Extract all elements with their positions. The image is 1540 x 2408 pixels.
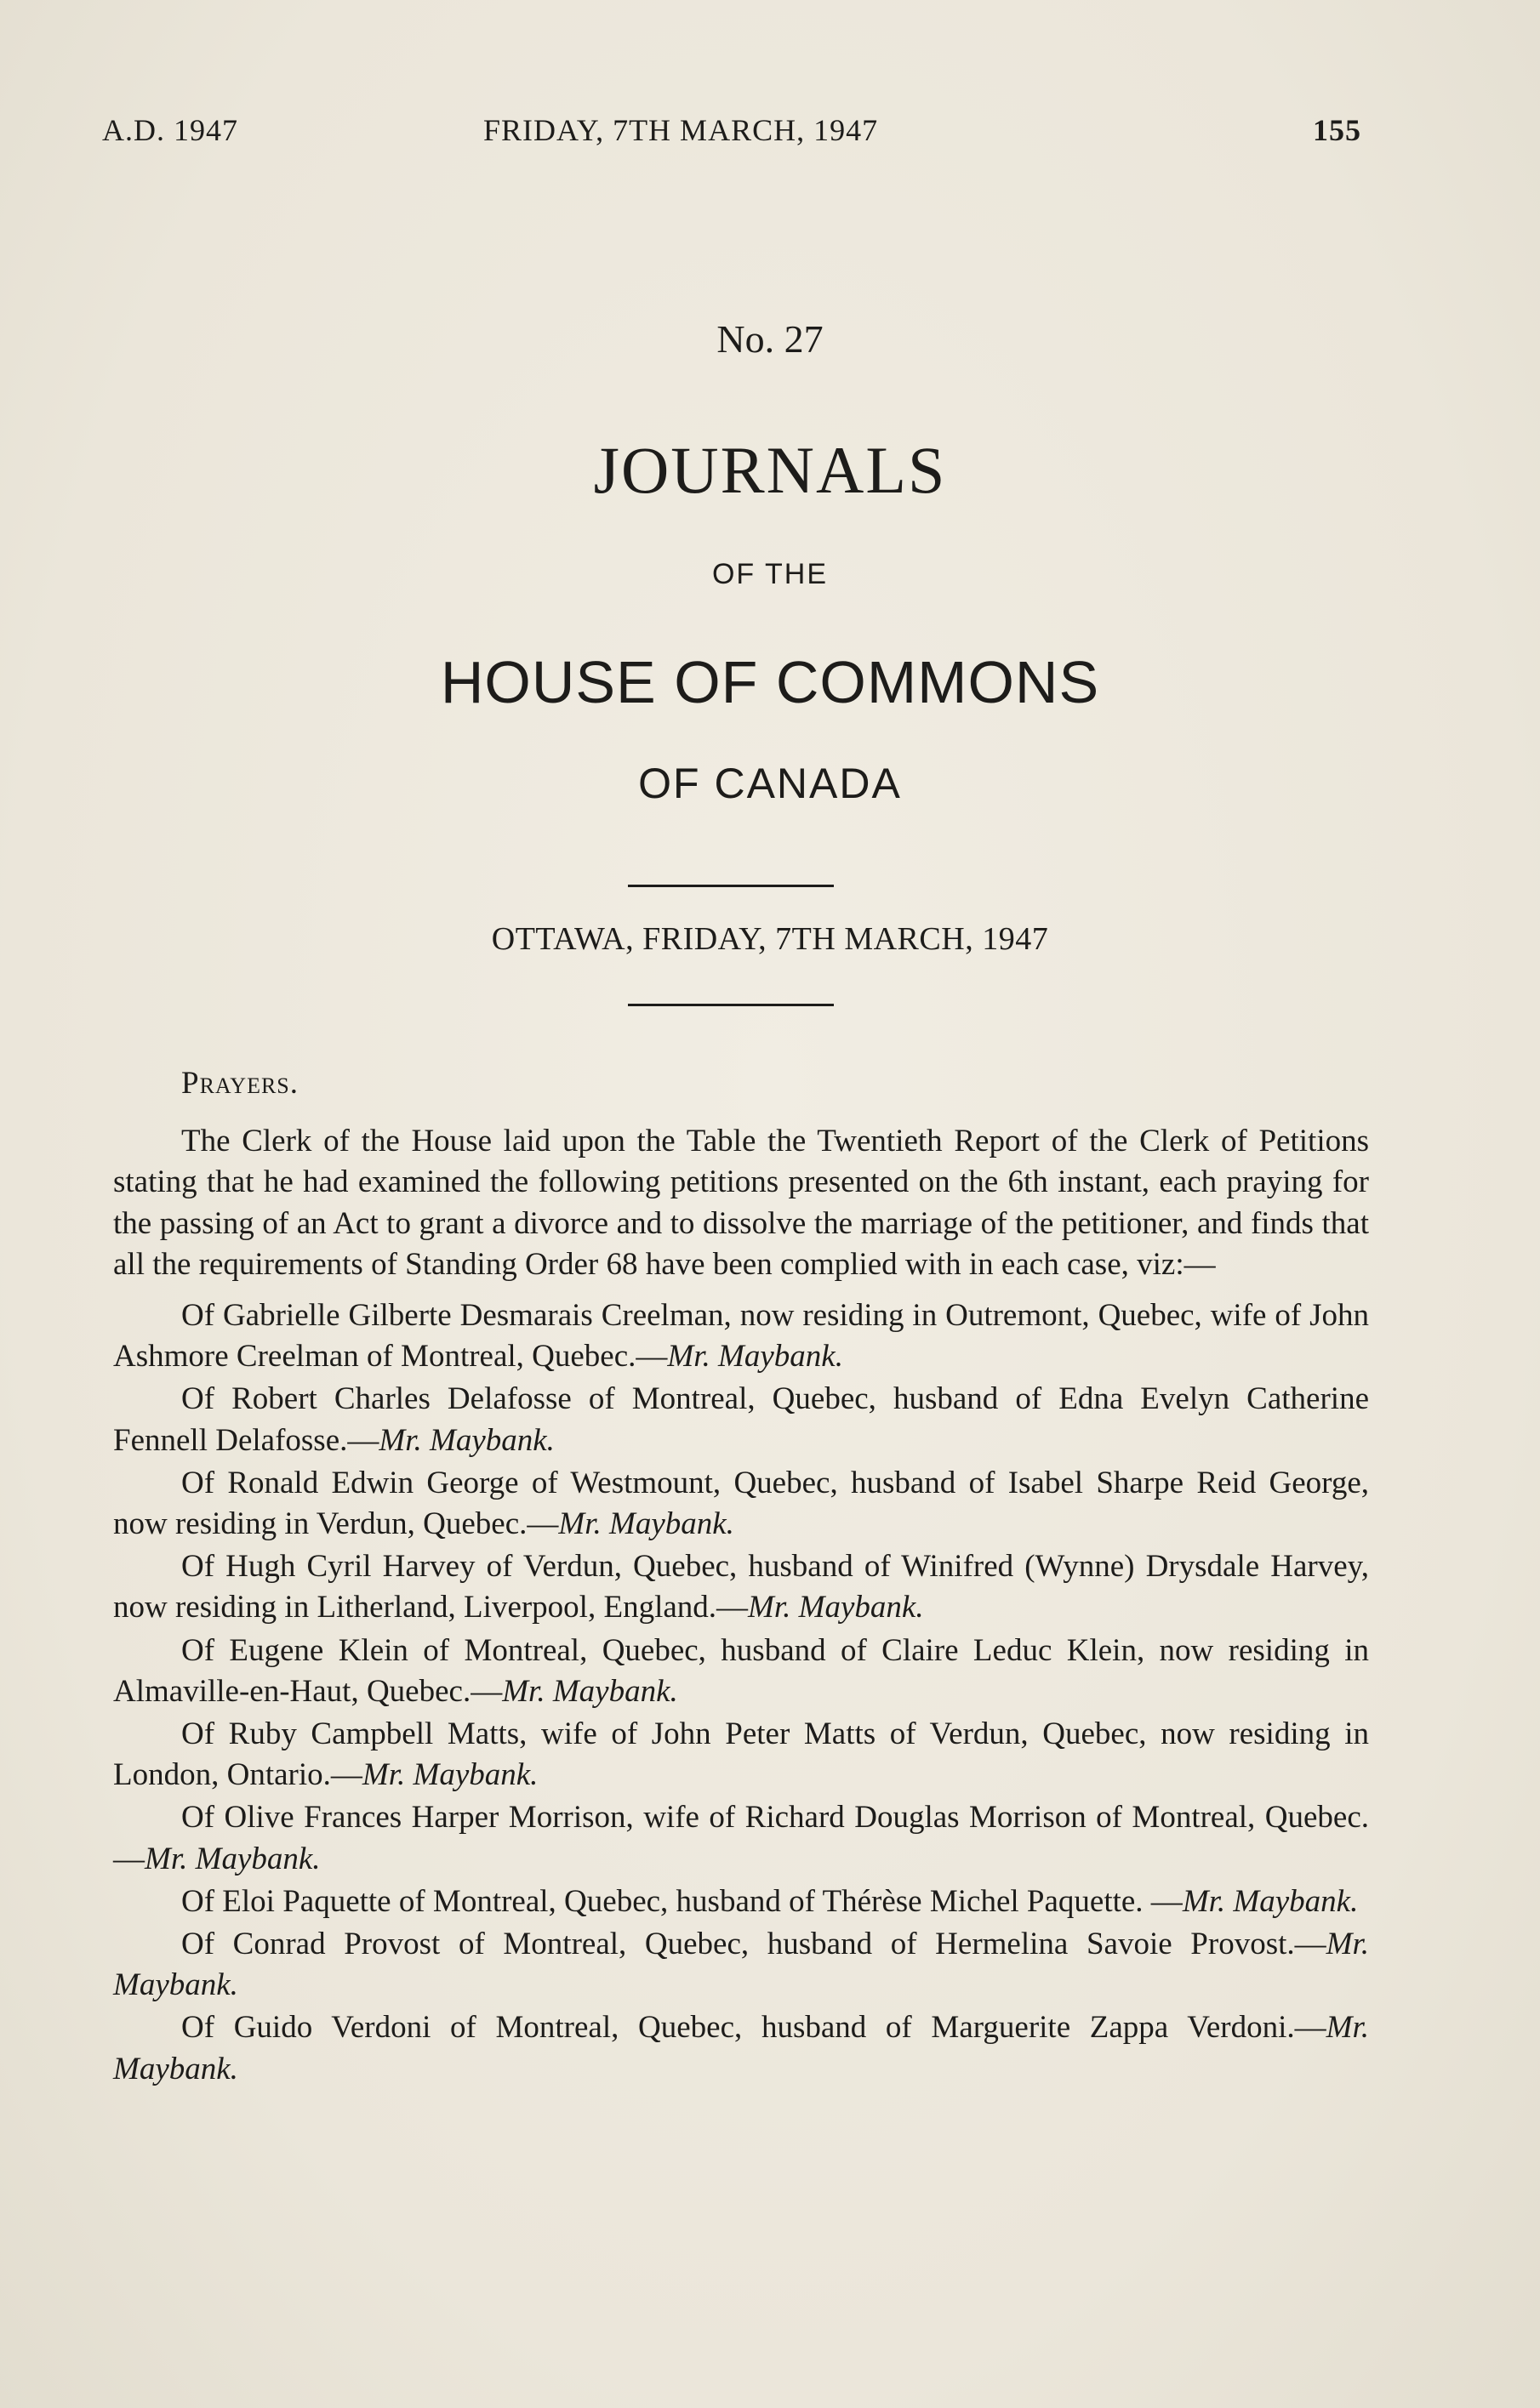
proceedings-body <box>113 1063 1369 2092</box>
petition-text: Of Ruby Campbell Matts, wife of John Peter Matts of Verdun, Quebec, now residing in London, Ontario.— <box>113 1716 1369 1793</box>
running-head-date: FRIDAY, 7TH MARCH, 1947 <box>483 113 879 147</box>
page-number: 155 <box>1313 113 1361 147</box>
petition-sponsor: Mr. Maybank. <box>558 1506 734 1542</box>
petition-text: Of Eugene Klein of Montreal, Quebec, husband of Claire Leduc Klein, now residing in Almaville-en-Haut, Quebec.— <box>113 1632 1369 1709</box>
petition-sponsor: Mr. Maybank. <box>113 2010 1369 2086</box>
petition-sponsor: Mr. Maybank. <box>502 1673 678 1709</box>
clerk-report-paragraph: The Clerk of the House laid upon the Table the Twentieth Report of the Clerk of Petitions stating that he had examined the following petitions presented on the 6th instant, each praying for the passing of an Act to grant a divorce and to dissolve the marriage of the petitioner, and finds that all the requirements of Standing Order 68 have been complied with in each case, viz:— <box>113 1124 1369 1282</box>
petition-text: Of Eloi Paquette of Montreal, Quebec, husband of Thérèse Michel Paquette. — <box>181 1883 1183 1919</box>
petition-paragraph <box>113 1797 1369 1879</box>
title-journals: JOURNALS <box>593 433 947 507</box>
petition-text: Of Hugh Cyril Harvey of Verdun, Quebec, husband of Winifred (Wynne) Drysdale Harvey, now residing in Litherland, Liverpool, England.— <box>113 1549 1369 1625</box>
issue-number: No. 27 <box>716 317 824 361</box>
petition-paragraph <box>113 1463 1369 1545</box>
running-head <box>102 112 1361 155</box>
petition-paragraph <box>113 1631 1369 1712</box>
running-head-year: A.D. 1947 <box>102 113 238 147</box>
dateline: OTTAWA, FRIDAY, 7TH MARCH, 1947 <box>491 921 1049 957</box>
title-rule-bottom <box>628 1004 834 1006</box>
petition-sponsor: Mr. Maybank. <box>145 1841 321 1876</box>
petition-paragraph <box>113 1881 1369 1922</box>
title-rule-top <box>628 885 834 887</box>
petition-paragraph <box>113 1379 1369 1460</box>
petition-sponsor: Mr. Maybank. <box>379 1422 555 1458</box>
title-house-of-commons: HOUSE OF COMMONS <box>440 649 1100 715</box>
petition-paragraph <box>113 1924 1369 2006</box>
title-of-the: OF THE <box>711 558 829 590</box>
petition-paragraph <box>113 1295 1369 1377</box>
prayers-heading: Prayers. <box>181 1066 299 1101</box>
petition-paragraph <box>113 1714 1369 1796</box>
title-of-canada: OF CANADA <box>638 760 902 807</box>
petition-list <box>113 1295 1369 2090</box>
petition-sponsor: Mr. Maybank. <box>1182 1883 1359 1919</box>
petition-paragraph <box>113 1546 1369 1628</box>
petition-paragraph <box>113 2007 1369 2089</box>
petition-text: Of Gabrielle Gilberte Desmarais Creelman, now residing in Outremont, Quebec, wife of John Ashmore Creelman of Montreal, Quebec.— <box>113 1298 1369 1375</box>
petition-text: Of Olive Frances Harper Morrison, wife of Richard Douglas Morrison of Montreal, Quebec.— <box>113 1800 1369 1876</box>
petition-sponsor: Mr. Maybank. <box>113 1927 1369 2003</box>
petition-text: Of Guido Verdoni of Montreal, Quebec, husband of Marguerite Zappa Verdoni.— <box>181 2010 1326 2046</box>
petition-text: Of Conrad Provost of Montreal, Quebec, husband of Hermelina Savoie Provost.— <box>181 1927 1326 1962</box>
petition-sponsor: Mr. Maybank. <box>667 1339 843 1375</box>
petition-text: Of Robert Charles Delafosse of Montreal, Quebec, husband of Edna Evelyn Catherine Fennell Delafosse.— <box>113 1381 1369 1458</box>
petition-sponsor: Mr. Maybank. <box>362 1757 539 1793</box>
petition-sponsor: Mr. Maybank. <box>748 1590 924 1625</box>
petition-text: Of Ronald Edwin George of Westmount, Quebec, husband of Isabel Sharpe Reid George, now residing in Verdun, Quebec.— <box>113 1465 1369 1542</box>
